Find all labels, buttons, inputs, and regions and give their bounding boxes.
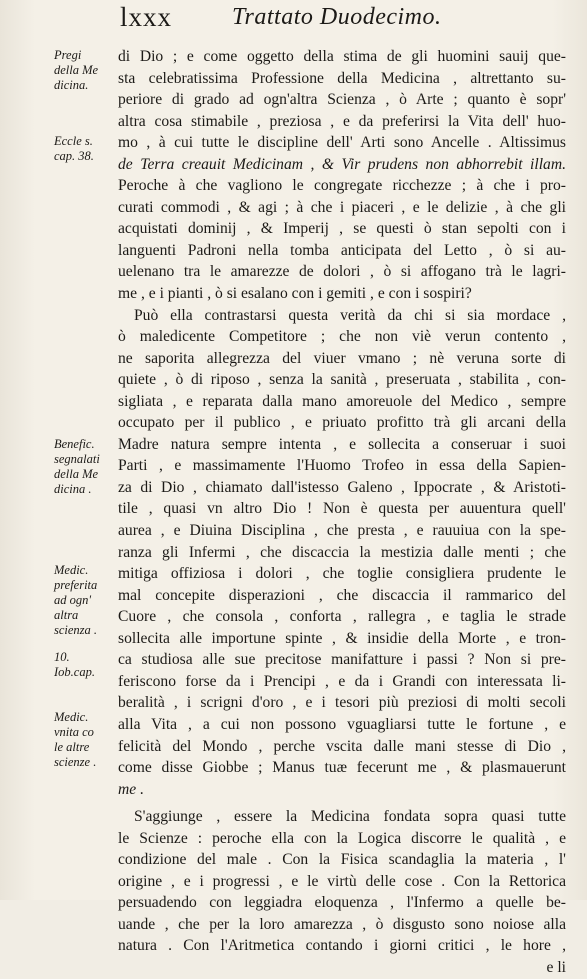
margin-note-line: Eccle s. — [54, 134, 93, 148]
catchword: e li — [546, 958, 566, 976]
text-line: S'aggiunge , essere la Medicina fondata sopra quasi tutte — [134, 808, 566, 826]
margin-note — [54, 650, 116, 680]
text-line: persuadendo con leggiadra eloquenza , l'Infermo a quelle be- — [118, 894, 566, 912]
text-line: occupato per il publico , e priuato profitto trà gli arcani della — [118, 414, 566, 432]
marginal-notes — [54, 0, 116, 900]
running-title: Trattato Duodecimo. — [232, 4, 442, 30]
text-line: me . — [118, 780, 144, 798]
text-line: sta celebratissima Professione della Medicina , altrettanto su- — [118, 69, 566, 87]
text-line: Cuore , che consola , conforta , rallegra , e taglia le strade — [118, 608, 566, 626]
text-line: languenti Padroni nella tomba anticipata del Letto , ò si au- — [118, 241, 566, 259]
margin-note — [54, 437, 116, 497]
text-line: sigliata , e reparata dalla mano amoreuole del Medico , sempre — [118, 392, 566, 410]
text-line: mitiga offiziosa i dolori , che toglie consigliera prudente le — [118, 565, 566, 583]
text-line: ca studiosa alle sue precitose manifatture i passi ? Non si pre- — [118, 651, 566, 669]
text-line: de Terra creauit Medicinam , & Vir prudens non abhorrebit illam. — [118, 155, 566, 173]
text-line: mal concepite disperazioni , che discaccia il rammarico del — [118, 586, 566, 604]
margin-note-line: le altre — [54, 740, 90, 754]
text-line: origine , e i progressi , e le virtù delle cose . Con la Rettorica — [118, 872, 566, 890]
text-line: di Dio ; e come oggetto della stima de gli huomini sauij que- — [118, 48, 566, 65]
margin-note-line: 10. — [54, 650, 70, 664]
text-line: quiete , ò di riposo , senza la sanità , preseruata , stabilita , con- — [118, 371, 566, 389]
margin-note-line: vnita co — [54, 725, 94, 739]
text-line: ne saporita allegrezza del viuer vmano ; nè veruna sorte di — [118, 349, 566, 367]
text-line: za di Dio , chiamato dall'istesso Galeno , Ippocrate , & Aristoti- — [118, 478, 566, 496]
margin-note-line: della Me — [54, 467, 99, 481]
margin-note — [54, 134, 116, 164]
margin-note-line: dicina . — [54, 482, 92, 496]
margin-note-line: scienza . — [54, 623, 98, 637]
margin-note-line: Medic. — [54, 563, 89, 577]
text-line: mo , à cui tutte le discipline dell' Arti sono Ancelle . Altissimus — [118, 134, 566, 152]
text-line: uande , che per la loro amarezza , ò disgusto sono noiose alla — [118, 915, 566, 933]
text-line: beralità , i scrigni d'oro , e i tesori più preziosi di molti secoli — [118, 694, 566, 712]
margin-note-line: Medic. — [54, 710, 89, 724]
text-line: condizione del male . Con la Fisica scandaglia la materia , l' — [118, 851, 566, 869]
text-line: altra cosa stimabile , preziosa , e da preferirsi la Vita dell' huo- — [118, 112, 566, 130]
text-line: acquistati dominij , & Imperij , se questi ò stan sepolti con i — [118, 220, 566, 238]
text-line: ò maledicente Competitore ; che non viè verun contento , — [118, 328, 566, 346]
text-line: curati commodi , & agi ; à che i piaceri , e le delizie , à che gli — [118, 198, 566, 216]
margin-note-line: Benefic. — [54, 437, 95, 451]
text-line: feriscono forse da i Prencipi , e da i Grandi con interessata li- — [118, 672, 566, 690]
margin-note — [54, 710, 116, 770]
text-line: ranza gli Infermi , che discaccia la mestizia dalle menti ; che — [118, 543, 566, 561]
margin-note-line: cap. 38. — [54, 149, 94, 163]
text-line: alla Vita , a cui non possono vguagliarsi tutte le fortune , e — [118, 715, 566, 733]
margin-note-line: altra — [54, 608, 79, 622]
text-line: felicità del Mondo , perche vscita dalle mani stesse di Dio , — [118, 737, 566, 755]
margin-note-line: Iob.cap. — [54, 665, 95, 679]
text-line: uelenano tra le amarezze de dolori , ò si affogano trà le lagri- — [118, 263, 566, 281]
text-line: aurea , e Diuina Disciplina , che presta , e rauuiua con la spe- — [118, 522, 566, 540]
body-text — [118, 46, 566, 979]
text-line: Parti , e massimamente l'Huomo Trofeo in essa della Sapien- — [118, 457, 566, 475]
folio-number: lxxx — [120, 2, 173, 32]
margin-note-line: ad ogn' — [54, 593, 92, 607]
margin-note-line: della Me — [54, 63, 99, 77]
margin-note-line: dicina. — [54, 78, 89, 92]
margin-note-line: preferita — [54, 578, 98, 592]
margin-note — [54, 48, 116, 93]
margin-note — [54, 563, 116, 638]
text-line: le Scienze : peroche ella con la Logica discorre le qualità , e — [118, 829, 566, 847]
text-line: Peroche à che vagliono le congregate ricchezze ; à che i pro- — [118, 177, 566, 195]
text-line: periore di grado ad ogn'altra Scienza , ò Arte ; quanto è sopr' — [118, 91, 566, 109]
text-line: Madre natura sempre intenta , e sollecita a conseruar i suoi — [118, 435, 566, 453]
text-line: tile , quasi vn altro Dio ! Non è questa per auuentura quell' — [118, 500, 566, 518]
text-line: come disse Giobbe ; Manus tuæ fecerunt me , & plasmauerunt — [118, 759, 566, 777]
margin-note-line: Pregi — [54, 48, 82, 62]
text-line: Può ella contrastarsi questa verità da chi si sia mordace , — [134, 306, 566, 324]
text-line: me , e i pianti , ò si esalano con i gemiti , e con i sospiri? — [118, 285, 472, 303]
running-header — [120, 2, 560, 42]
margin-note-line: segnalati — [54, 452, 100, 466]
margin-note-line: scienze . — [54, 755, 97, 769]
text-line: natura . Con l'Aritmetica contando i giorni critici , le hore , — [118, 937, 566, 955]
text-line: sollecita alle importune spinte , & insidie della Morte , e tron- — [118, 629, 566, 647]
